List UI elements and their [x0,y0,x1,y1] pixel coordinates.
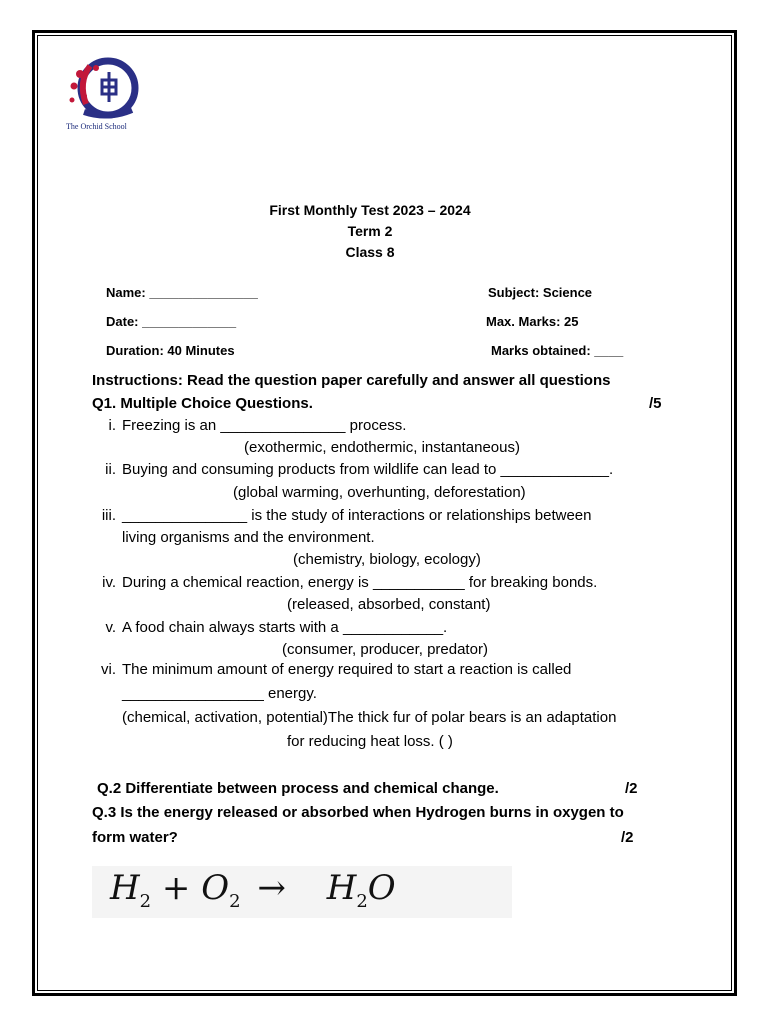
q3-title-cont: form water? [92,829,178,846]
q3-marks: /2 [621,829,634,846]
mcq-item-3-cont: living organisms and the environment. [122,529,375,546]
arrow-icon: → [257,868,286,908]
item-text: A food chain always starts with a ____________. [122,619,448,636]
test-title: First Monthly Test 2023 – 2024 [269,202,471,218]
eq-o: O [367,868,396,908]
orchid-logo-icon [60,52,150,124]
item-numeral: iii. [101,507,116,524]
item-numeral: v. [105,619,116,636]
mcq-options-2: (global warming, overhunting, deforestation) [233,484,526,501]
eq-h: H [326,868,357,908]
mcq-options-3: (chemistry, biology, ecology) [293,551,481,568]
chemical-equation [92,866,512,918]
item-numeral: iv. [102,574,116,591]
mcq-item-2 [92,461,613,478]
item-text: During a chemical reaction, energy is ___________ for breaking bonds. [122,574,598,591]
eq-sub: 2 [356,890,368,912]
max-marks-label: Max. Marks: 25 [486,314,579,329]
duration-label: Duration: 40 Minutes [106,343,235,358]
mcq-item-1 [92,417,406,434]
item-numeral: i. [108,417,116,434]
q1-marks: /5 [649,395,662,412]
mcq-options-4: (released, absorbed, constant) [287,596,491,613]
mcq-item-5 [92,619,447,636]
q3-title: Q.3 Is the energy released or absorbed when Hydrogen burns in oxygen to [92,804,624,821]
school-name: The Orchid School [66,122,127,131]
mcq-options-1: (exothermic, endothermic, instantaneous) [244,439,520,456]
item-numeral: vi. [101,661,116,678]
date-field: Date: _____________ [106,314,237,329]
mcq-item-3 [92,507,592,524]
item-numeral: ii. [105,461,116,478]
q1-title: Q1. Multiple Choice Questions. [92,395,313,412]
mcq-item-6-cont: _________________ energy. [122,685,317,702]
mcq-item-4 [92,574,597,591]
eq-sub: 2 [139,890,152,912]
name-field: Name: _______________ [106,285,258,300]
mcq-options-6-cont: for reducing heat loss. ( ) [287,733,453,750]
item-text: _______________ is the study of interactions or relationships between [122,507,592,524]
q2-title: Q.2 Differentiate between process and chemical change. [97,780,499,797]
eq-o: O [201,868,230,908]
q2-marks: /2 [625,780,638,797]
instructions: Instructions: Read the question paper carefully and answer all questions [92,372,611,389]
mcq-item-6 [92,661,571,678]
eq-h: H [110,868,140,908]
term-label: Term 2 [347,223,393,239]
marks-obtained-field: Marks obtained: ____ [491,343,624,358]
item-text: Freezing is an _______________ process. [122,417,407,434]
eq-plus: + [161,868,191,908]
class-label: Class 8 [345,244,395,260]
item-text: The minimum amount of energy required to start a reaction is called [122,661,572,678]
mcq-options-6: (chemical, activation, potential)The thick fur of polar bears is an adaptation [122,709,617,726]
item-text: Buying and consuming products from wildlife can lead to _____________. [122,461,614,478]
subject-label: Subject: Science [488,285,593,300]
eq-sub: 2 [229,890,241,912]
equation-text [110,868,396,912]
mcq-options-5: (consumer, producer, predator) [282,641,488,658]
